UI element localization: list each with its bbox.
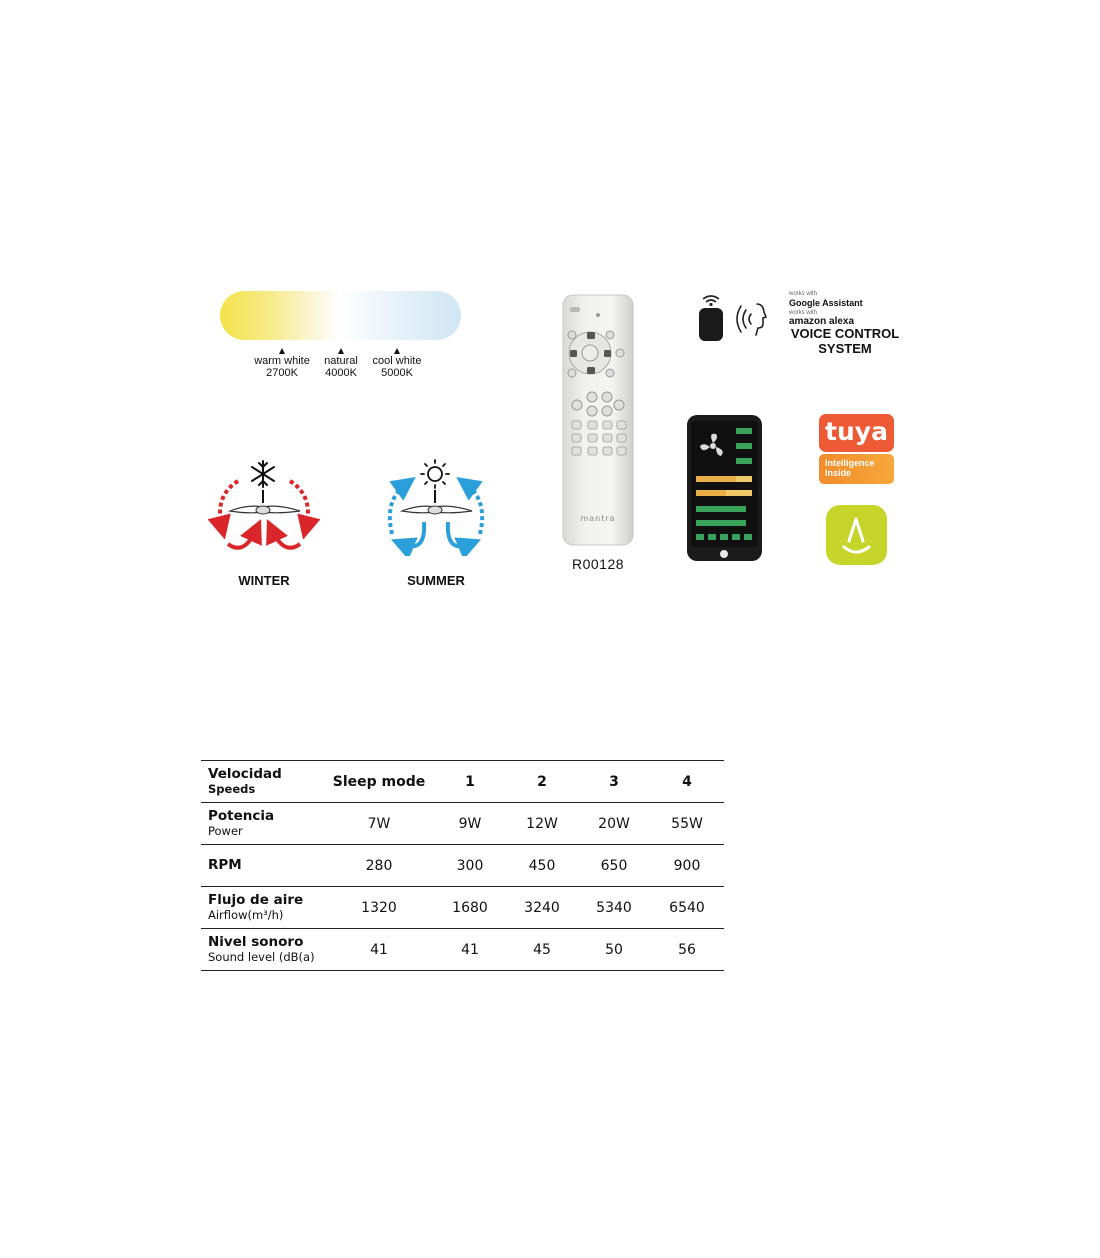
row-label-es: Nivel sonoro — [208, 934, 304, 950]
pointer-icon — [338, 348, 344, 354]
row-label-es: RPM — [208, 857, 242, 873]
color-temperature-bar — [220, 291, 461, 340]
table-cell: 650 — [578, 845, 650, 887]
table-cell: 55W — [650, 803, 724, 845]
table-cell: 1320 — [324, 887, 434, 929]
voice-control-title — [780, 326, 910, 356]
google-assistant-label: Google Assistant — [789, 298, 863, 308]
table-header-row — [201, 761, 724, 803]
col-header-speed-3: 3 — [578, 761, 650, 803]
tuya-intelligence-badge — [819, 454, 894, 484]
row-label — [201, 803, 324, 845]
table-row — [201, 929, 724, 971]
voice-command-icon — [733, 300, 773, 342]
snowflake-icon — [252, 461, 274, 487]
table-cell: 7W — [324, 803, 434, 845]
table-cell: 1680 — [434, 887, 506, 929]
row-label-en: Power — [208, 824, 243, 838]
smart-life-logo-icon — [826, 505, 887, 565]
tuya-logo: tuya — [819, 414, 894, 452]
header-label-es: Velocidad — [208, 766, 282, 782]
table-cell: 5340 — [578, 887, 650, 929]
cct-warm — [250, 348, 314, 379]
row-label-es: Flujo de aire — [208, 892, 304, 908]
table-cell: 12W — [506, 803, 578, 845]
table-cell: 45 — [506, 929, 578, 971]
row-label-en: Sound level (dB(a) — [208, 950, 315, 964]
smart-life-app-icon — [826, 505, 887, 565]
speeds-header — [201, 761, 324, 803]
remote-control-image — [560, 293, 636, 547]
col-header-sleep: Sleep mode — [324, 761, 434, 803]
table-cell: 9W — [434, 803, 506, 845]
row-label — [201, 929, 324, 971]
col-header-speed-4: 4 — [650, 761, 724, 803]
summer-mode-icon — [380, 456, 492, 556]
table-cell: 3240 — [506, 887, 578, 929]
table-cell: 6540 — [650, 887, 724, 929]
table-cell: 900 — [650, 845, 724, 887]
table-row — [201, 845, 724, 887]
cct-cool — [368, 348, 426, 379]
smartphone-app-image — [686, 414, 763, 562]
table-cell: 50 — [578, 929, 650, 971]
col-header-speed-2: 2 — [506, 761, 578, 803]
cct-warm-name: warm white — [254, 355, 310, 367]
sun-icon — [421, 460, 449, 488]
cct-warm-kelvin: 2700K — [266, 367, 298, 379]
specifications-table — [201, 760, 724, 971]
table-cell: 41 — [434, 929, 506, 971]
table-cell: 300 — [434, 845, 506, 887]
voice-assistant-logos — [789, 291, 863, 327]
table-row — [201, 803, 724, 845]
cct-cool-kelvin: 5000K — [381, 367, 413, 379]
smart-speaker-icon — [697, 291, 725, 343]
pointer-icon — [394, 348, 400, 354]
cct-natural-name: natural — [324, 355, 358, 367]
amazon-alexa-label: amazon alexa — [789, 316, 855, 327]
row-label — [201, 887, 324, 929]
row-label-en: Airflow(m³/h) — [208, 908, 284, 922]
works-with-text-2: works with — [789, 310, 818, 316]
row-label — [201, 845, 324, 887]
cct-natural — [318, 348, 364, 379]
row-label-es: Potencia — [208, 808, 275, 824]
voice-title-line2: SYSTEM — [818, 341, 872, 356]
table-cell: 56 — [650, 929, 724, 971]
table-cell: 41 — [324, 929, 434, 971]
remote-model-label: R00128 — [571, 556, 625, 572]
cct-cool-name: cool white — [372, 355, 422, 367]
winter-mode-icon — [208, 456, 320, 556]
table-row — [201, 887, 724, 929]
table-cell: 450 — [506, 845, 578, 887]
works-with-text-1: works with — [789, 291, 818, 297]
table-cell: 280 — [324, 845, 434, 887]
tuya-sub-line2: Inside — [825, 468, 852, 478]
summer-label: SUMMER — [407, 573, 465, 588]
voice-title-line1: VOICE CONTROL — [790, 326, 900, 341]
winter-label: WINTER — [238, 573, 290, 588]
remote-brand-mark: mantra — [580, 514, 616, 523]
header-label-en: Speeds — [208, 782, 256, 796]
cct-natural-kelvin: 4000K — [325, 367, 357, 379]
table-cell: 20W — [578, 803, 650, 845]
tuya-sub-line1: Intelligence — [825, 458, 875, 468]
col-header-speed-1: 1 — [434, 761, 506, 803]
pointer-icon — [279, 348, 285, 354]
